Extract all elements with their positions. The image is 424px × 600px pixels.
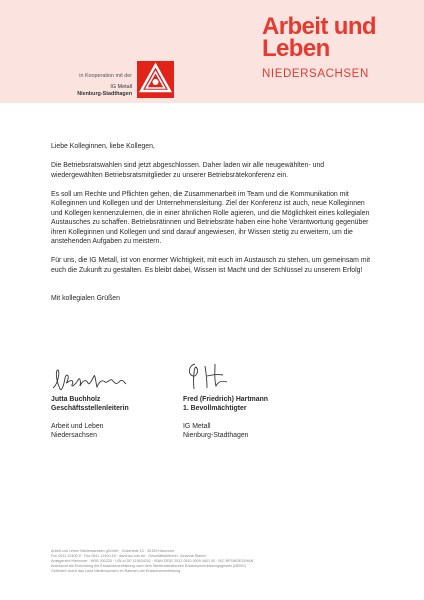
signatory-role-2: 1. Bevollmächtigter xyxy=(183,405,247,412)
letter-body xyxy=(51,142,373,313)
signature-block-2 xyxy=(183,395,268,440)
letter-footer xyxy=(51,549,381,574)
signatory-name-1: Jutta Buchholz xyxy=(51,396,101,403)
paragraph-3: Für uns, die IG Metall, ist von enormer Wichtigkeit, mit euch im Austausch zu stehen, um gemeinsam mit euch die Zukunft zu gestalten. Es bleibt dabei, Wissen ist Macht und der Schlüssel zu unserem Erfolg! xyxy=(51,257,371,274)
footer-line-1: Arbeit und Leben Niedersachsen gGmbH · Goseriede 13 · 30159 Hannover xyxy=(51,549,175,553)
letterhead xyxy=(0,0,424,103)
signatory-org-2-line-2: Nienburg-Stadthagen xyxy=(183,432,249,439)
signatory-role-1: Geschäftsstellenleiterin xyxy=(51,405,129,412)
ig-metall-logo-graphic xyxy=(137,61,174,98)
salutation: Liebe Kolleginnen, liebe Kollegen, xyxy=(51,143,155,150)
brand-line-2: Leben xyxy=(262,35,330,62)
ig-metall-logo-icon xyxy=(137,61,174,98)
cooperation-text: in Kooperation mit der xyxy=(79,73,132,79)
signature-hartmann-image xyxy=(183,360,243,392)
cooperation-org xyxy=(32,84,132,97)
cooperation-org-line-1: IG Metall xyxy=(110,84,132,90)
signature-buchholz-image xyxy=(50,366,130,394)
cooperation-org-line-2: Nienburg-Stadthagen xyxy=(77,90,132,97)
brand-region: NIEDERSACHSEN xyxy=(262,68,369,80)
signatory-org-1-line-2: Niedersachsen xyxy=(51,432,97,439)
footer-line-3: Amtsgericht Hannover · HRB 200225 · USt-Id DE 115634201 · IBAN DE52 2512 0510 0009 4601 00 · BIC BFSWDE33HAN xyxy=(51,559,254,564)
arbeit-und-leben-logo xyxy=(262,13,402,80)
paragraph-1: Die Betriebsratswahlen sind jetzt abgeschlossen. Daher laden wir alle neugewählten- und wiedergewählten Betriebsratsmitglieder zu unserer Betriebsrätekonferenz ein. xyxy=(51,162,325,179)
footer-line-2: Fon 0511 12400-0 · Fax 0511 12400-19 · www.aul-nds.de · Geschäftsführerin: Johanna Stamm xyxy=(51,554,207,559)
signatory-org-1-line-1: Arbeit und Leben xyxy=(51,423,104,430)
signature-block-1 xyxy=(51,395,129,440)
footer-line-5: Gefördert durch das Land Niedersachsen im Rahmen der Erwachsenenbildung xyxy=(51,569,181,574)
signatory-org-2-line-1: IG Metall xyxy=(183,423,211,430)
brand-line-1: Arbeit und xyxy=(262,13,376,40)
paragraph-2: Es soll um Rechte und Pflichten gehen, die Zusammenarbeit im Team und die Kommunikation mit Kolleginnen und Kollegen und der Unternehmensleitung. Ziel der Konferenz ist auch, neue Kolleginnen und Kollegen kennenzulernen, die in einer ähnlichen Rolle agieren, und die Möglichkeit eines kollegialen Austausches zu schaffen. Betriebsrätinnen und Betriebsräte haben eine hohe Verantwortung gegenüber ihren Kolleginnen und Kollegen und sind darauf angewiesen, ihr Wissen stetig zu erweitern, um die anstehenden Aufgaben zu meistern. xyxy=(51,190,370,245)
closing: Mit kollegialen Grüßen xyxy=(51,295,120,302)
signatory-name-2: Fred (Friedrich) Hartmann xyxy=(183,396,268,403)
footer-line-4: Anerkannt als Einrichtung der Erwachsenenbildung nach dem Niedersächsischen Erwachsenenbildungsgesetz (NEBG) xyxy=(51,564,246,569)
